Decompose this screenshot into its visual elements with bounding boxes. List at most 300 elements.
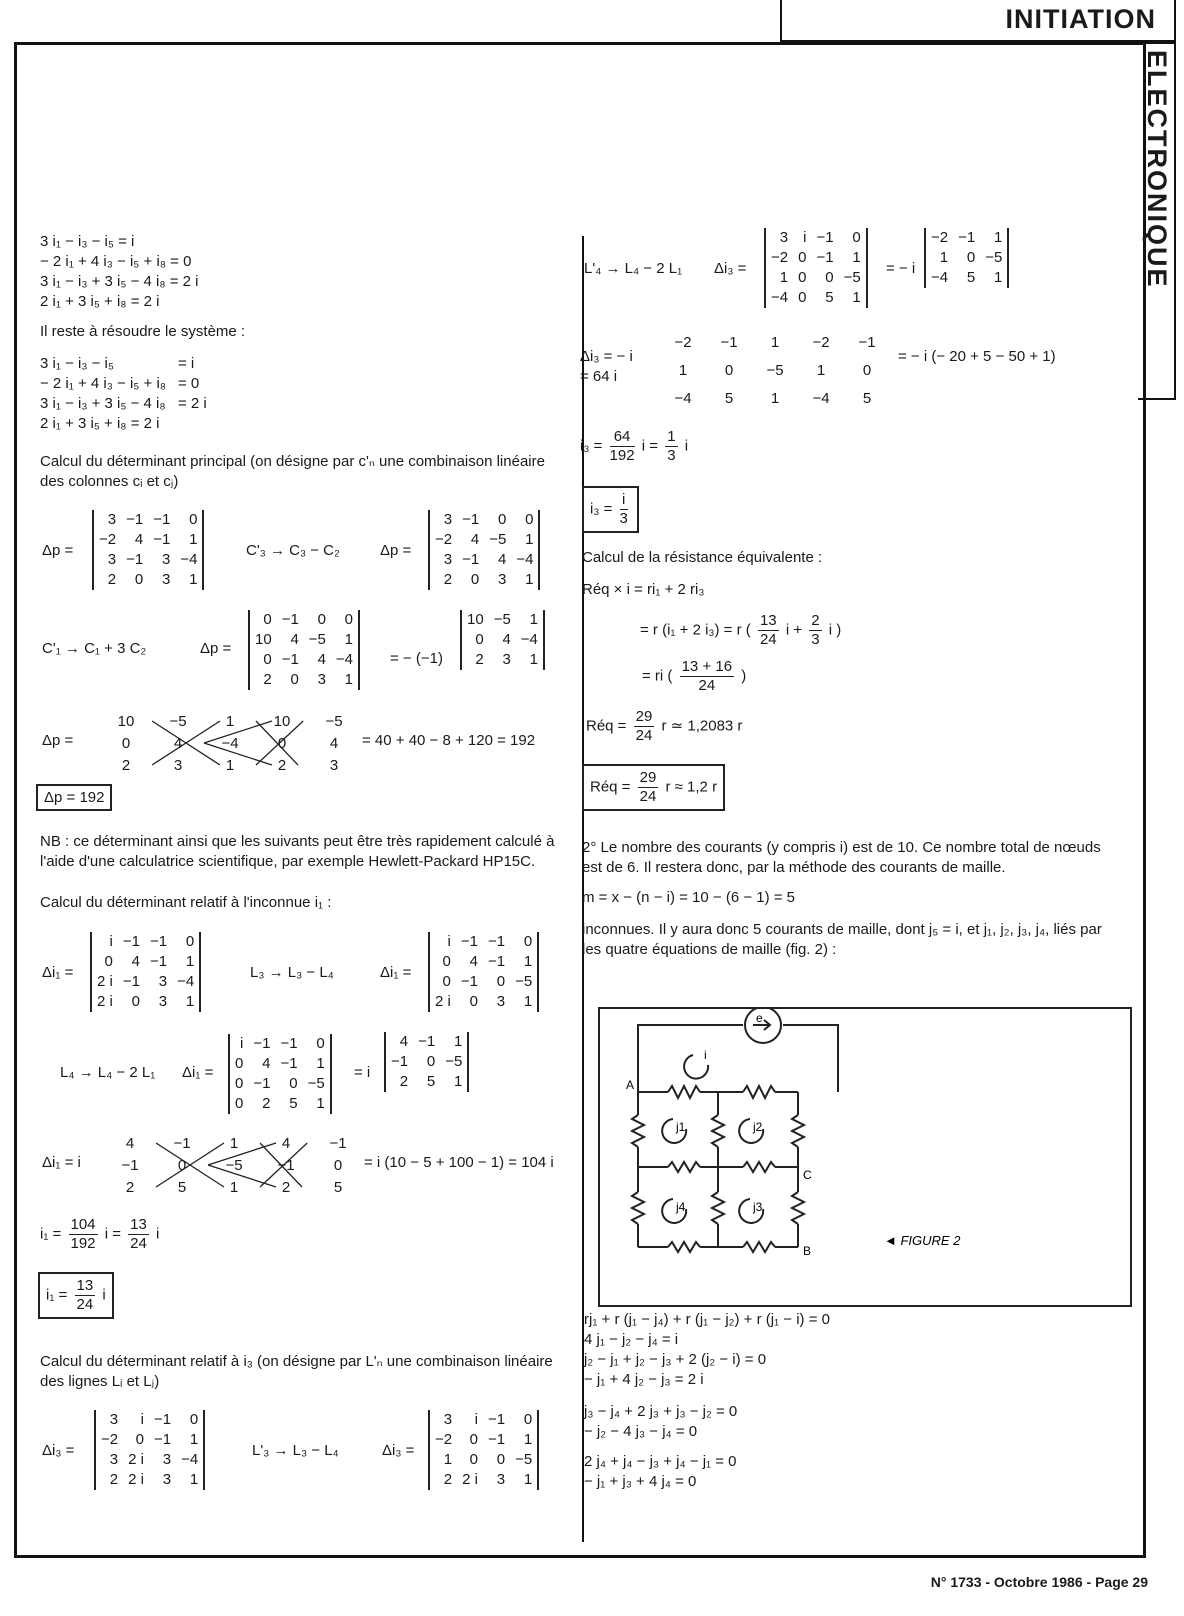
matrix-cell: −4	[771, 289, 789, 306]
matrix-cell: 0	[235, 1075, 244, 1092]
page-footer: N° 1733 - Octobre 1986 - Page 29	[930, 1574, 1148, 1590]
mesh-label-j1: j1	[676, 1120, 686, 1134]
sys1-line: − 2 i₁ + 4 i₃ − i₅ + i₈ = 0	[40, 253, 192, 270]
matrix-cell: −1	[487, 1431, 506, 1448]
matrix-cell: −1	[253, 1035, 271, 1052]
matrix-cell: −1	[126, 511, 144, 528]
matrix-cell: −1	[487, 953, 506, 970]
dp-label: Δp =	[380, 542, 412, 559]
calc-i3-text: Calcul du déterminant relatif à i₃ (on désigne par L'ₙ une combinaison linéaire	[40, 1353, 553, 1370]
req-line-3	[642, 658, 746, 695]
matrix-cell: 3	[158, 973, 168, 990]
op-label: L₃ → L₃ − L₄	[250, 964, 334, 981]
matrix-cell: 1	[189, 531, 198, 548]
matrix-cell: 0	[497, 511, 507, 528]
sarrus-value: 0	[724, 362, 734, 379]
matrix-cell: 3	[109, 1451, 119, 1468]
sys2-line: 2 i₁ + 3 i₅ + i₈ = 2 i	[40, 415, 160, 432]
matrix-table	[94, 510, 202, 590]
matrix-cell: i	[447, 933, 451, 950]
matrix-dp4	[460, 610, 545, 670]
matrix-cell: 0	[189, 511, 198, 528]
matrix-table	[386, 1032, 467, 1092]
matrix-cell: 4	[399, 1033, 409, 1050]
mesh-label-i: i	[704, 1048, 707, 1062]
sarrus-value: 5	[177, 1179, 187, 1196]
req4-fraction: $\frac{29}{24}$	[635, 708, 653, 744]
matrix-di1-d	[384, 1032, 469, 1092]
sarrus-value: 10	[117, 713, 135, 730]
op-label: C'₁ → C₁ + 3 C₂	[42, 640, 147, 657]
matrix-cell: 1	[993, 269, 1003, 286]
i1-result-box	[38, 1272, 114, 1319]
matrix-cell: i	[140, 1411, 144, 1428]
sarrus-value: 10	[273, 713, 291, 730]
matrix-table	[462, 610, 543, 670]
matrix-cell: 3	[109, 1411, 119, 1428]
mesh-label-j4: j4	[676, 1200, 686, 1214]
source-label: e	[756, 1011, 763, 1025]
matrix-cell: 1	[189, 1431, 199, 1448]
matrix-cell: 2	[399, 1073, 409, 1090]
matrix-cell: 0	[235, 1095, 244, 1112]
matrix-cell: 1	[523, 953, 533, 970]
matrix-cell: −4	[180, 551, 198, 568]
matrix-cell: −1	[153, 1411, 172, 1428]
matrix-cell: −2	[435, 531, 453, 548]
sarrus-value: 3	[173, 757, 183, 774]
matrix-cell: 0	[235, 1055, 244, 1072]
matrix-cell: −5	[515, 973, 533, 990]
matrix-cell: 4	[497, 551, 507, 568]
sarrus-value: 4	[329, 735, 339, 752]
matrix-cell: −2	[99, 531, 117, 548]
sarrus-value: −5	[169, 713, 187, 730]
calc-principal-text: des colonnes cᵢ et cⱼ)	[40, 473, 179, 490]
eq-label: = i	[354, 1064, 371, 1081]
matrix-cell: 2	[107, 571, 117, 588]
req-line-1: Réq × i = ri₁ + 2 ri₃	[582, 581, 705, 598]
section-title: INITIATION	[1005, 4, 1156, 34]
matrix-cell: 0	[344, 611, 354, 628]
matrix-cell: 1	[525, 531, 534, 548]
req-result-box	[582, 764, 725, 811]
nb-text: l'aide d'une calculatrice scientifique, par exemple Hewlett-Packard HP15C.	[40, 853, 536, 870]
matrix-cell: 1	[316, 1095, 325, 1112]
sarrus-value: 2	[125, 1179, 135, 1196]
matrix-cell: 1	[529, 651, 538, 668]
matrix-cell: 4	[469, 953, 478, 970]
sarrus-value: 0	[862, 362, 872, 379]
req2-fraction1: $\frac{13}{24}$	[759, 612, 777, 648]
matrix-cell: 0	[496, 1451, 506, 1468]
matrix-cell: −5	[308, 631, 326, 648]
req-line-2	[640, 612, 841, 649]
dp-result-box: Δp = 192	[36, 784, 112, 811]
matrix-cell: i	[109, 933, 113, 950]
matrix-cell: 0	[290, 671, 299, 688]
matrix-cell: 3	[317, 671, 326, 688]
p2-text: 2° Le nombre des courants (y compris i) est de 10. Ce nombre total de nœuds	[582, 839, 1101, 856]
i1-box-lhs: i₁ =	[46, 1286, 68, 1304]
matrix-cell: −4	[931, 269, 949, 286]
sarrus-value: 1	[225, 757, 235, 774]
sarrus-di3	[660, 328, 890, 408]
sarrus-value: 4	[281, 1135, 291, 1152]
matrix-cell: 1	[316, 1055, 325, 1072]
reste-text: Il reste à résoudre le système :	[40, 323, 246, 340]
matrix-table	[430, 932, 537, 1012]
matrix-cell: 4	[470, 531, 480, 548]
matrix-cell: 2	[443, 571, 453, 588]
sarrus-value: 2	[281, 1179, 291, 1196]
sys2-rhs: = 2 i	[178, 395, 207, 412]
matrix-cell: 4	[502, 631, 511, 648]
matrix-cell: −1	[816, 229, 834, 246]
matrix-cell: −1	[418, 1033, 436, 1050]
req5a: Réq =	[590, 778, 631, 796]
matrix-cell: 0	[475, 631, 484, 648]
mesh-eq: 4 j₁ − j₂ − j₄ = i	[584, 1331, 679, 1348]
matrix-cell: 0	[825, 269, 834, 286]
i3-lhs: i₃ =	[580, 437, 603, 455]
matrix-cell: 5	[825, 289, 834, 306]
matrix-cell: 1	[443, 1451, 453, 1468]
matrix-cell: 0	[966, 249, 976, 266]
sarrus-value: 1	[229, 1135, 239, 1152]
i1-fraction2: $\frac{13}{24}$	[130, 1216, 147, 1252]
matrix-cell: 0	[496, 973, 506, 990]
req-line-4	[586, 708, 742, 745]
matrix-cell: 0	[470, 571, 480, 588]
sarrus-value: −2	[812, 334, 830, 351]
mesh-label-j3: j3	[753, 1200, 763, 1214]
sarrus-value: −1	[121, 1157, 139, 1174]
matrix-cell: 4	[290, 631, 299, 648]
mesh-eq: − j₁ + 4 j₂ − j₃ = 2 i	[584, 1371, 704, 1388]
sarrus-value: 0	[333, 1157, 343, 1174]
i1-box-tail: i	[102, 1286, 106, 1304]
matrix-cell: 0	[523, 1411, 533, 1428]
matrix-cell: 0	[134, 571, 144, 588]
matrix-cell: −4	[520, 631, 538, 648]
matrix-cell: 2 i	[97, 993, 113, 1010]
matrix-cell: 4	[317, 651, 326, 668]
eq64: = 64 i	[580, 368, 618, 385]
matrix-di3-c	[764, 228, 868, 308]
matrix-cell: −4	[335, 651, 354, 668]
req5b: r ≈ 1,2 r	[665, 778, 718, 796]
matrix-cell: 1	[529, 611, 538, 628]
matrix-cell: −1	[280, 1055, 298, 1072]
req3a: = ri (	[642, 667, 673, 685]
matrix-cell: −1	[122, 973, 140, 990]
matrix-cell: 1	[852, 289, 861, 306]
matrix-cell: 1	[852, 249, 861, 266]
i3-expression	[580, 428, 688, 465]
matrix-cell: 0	[263, 651, 272, 668]
sarrus-svg	[104, 1132, 364, 1198]
matrix-di1-c	[228, 1034, 332, 1114]
matrix-cell: −5	[489, 531, 507, 548]
matrix-table	[96, 1410, 203, 1490]
matrix-cell: 2	[262, 1095, 271, 1112]
matrix-di1-a	[90, 932, 201, 1012]
sarrus-value: −1	[329, 1135, 347, 1152]
node-label-c: C	[803, 1168, 812, 1182]
sarrus-value: −4	[812, 390, 830, 407]
matrix-dp1	[92, 510, 204, 590]
i1-mid: i =	[104, 1225, 121, 1243]
matrix-cell: 4	[131, 953, 140, 970]
i3-mid: i =	[641, 437, 659, 455]
di1-label: Δi₁ =	[182, 1064, 214, 1081]
sarrus-value: 3	[329, 757, 339, 774]
matrix-cell: 0	[798, 269, 807, 286]
matrix-cell: −1	[149, 933, 168, 950]
req5-fraction: $\frac{29}{24}$	[639, 769, 657, 805]
matrix-cell: −5	[515, 1451, 533, 1468]
p2-text: est de 6. Il restera donc, par la méthode des courants de maille.	[582, 859, 1006, 876]
matrix-cell: −1	[462, 551, 480, 568]
sys2-line: 3 i₁ − i₃ + 3 i₅ − 4 i₈	[40, 395, 166, 412]
req2c: i )	[828, 621, 842, 639]
sarrus-value: 5	[724, 390, 734, 407]
matrix-cell: −5	[493, 611, 511, 628]
matrix-cell: 0	[135, 1431, 144, 1448]
matrix-cell: 3	[162, 1451, 172, 1468]
matrix-cell: 0	[317, 611, 326, 628]
matrix-cell: −1	[460, 973, 478, 990]
matrix-cell: 0	[131, 993, 140, 1010]
node-label-b: B	[803, 1244, 812, 1258]
matrix-cell: 2 i	[128, 1451, 144, 1468]
matrix-cell: 3	[443, 1411, 453, 1428]
nb-text: NB : ce déterminant ainsi que les suivants peut être très rapidement calculé à	[40, 833, 555, 850]
matrix-cell: 3	[502, 651, 511, 668]
matrix-table	[92, 932, 199, 1012]
matrix-cell: 2 i	[462, 1471, 478, 1488]
matrix-cell: −1	[253, 1075, 271, 1092]
matrix-cell: i	[240, 1035, 244, 1052]
matrix-cell: −2	[771, 249, 789, 266]
sarrus-result: = i (10 − 5 + 100 − 1) = 104 i	[364, 1154, 554, 1171]
matrix-cell: 2 i	[128, 1471, 144, 1488]
i3-fraction: $\frac{64}{192}$	[609, 428, 635, 464]
sarrus-value: −1	[173, 1135, 191, 1152]
matrix-cell: −1	[153, 531, 171, 548]
op-label: C'₃ → C₃ − C₂	[246, 542, 340, 559]
eq-label: = − (−1)	[390, 650, 443, 667]
sarrus-value: 0	[121, 735, 131, 752]
op-label: L'₄ → L₄ − 2 L₁	[584, 260, 683, 277]
matrix-cell: 2	[109, 1471, 119, 1488]
matrix-cell: 0	[469, 993, 478, 1010]
matrix-cell: −1	[280, 1035, 298, 1052]
sarrus-value: 1	[770, 334, 780, 351]
matrix-cell: 1	[453, 1073, 463, 1090]
sarrus-value: −4	[221, 735, 239, 752]
matrix-cell: −5	[445, 1053, 463, 1070]
matrix-cell: 0	[798, 289, 807, 306]
matrix-cell: 10	[255, 631, 272, 648]
matrix-cell: 0	[798, 249, 807, 266]
sys2-line: 3 i₁ − i₃ − i₅	[40, 355, 114, 372]
matrix-cell: 1	[189, 1471, 199, 1488]
matrix-cell: 1	[939, 249, 949, 266]
sarrus-result: = 40 + 40 − 8 + 120 = 192	[362, 732, 536, 749]
mesh-label-j2: j2	[753, 1120, 763, 1134]
req3b: )	[741, 667, 747, 685]
i3-box-lhs: i₃ =	[590, 500, 613, 518]
matrix-cell: 0	[185, 933, 195, 950]
matrix-cell: 3	[496, 993, 506, 1010]
matrix-cell: 1	[523, 1471, 533, 1488]
di1i-label: Δi₁ = i	[42, 1154, 81, 1171]
di3-label: Δi₃ =	[714, 260, 747, 277]
req2a: = r (i₁ + 2 i₃) = r (	[640, 621, 751, 639]
circuit-diagram	[598, 1007, 1132, 1307]
matrix-cell: 3	[443, 511, 453, 528]
matrix-cell: 0	[104, 953, 113, 970]
mesh-eq: rj₁ + r (j₁ − j₄) + r (j₁ − j₂) + r (j₁ − i) = 0	[584, 1311, 830, 1328]
sarrus-value: 1	[770, 390, 780, 407]
matrix-cell: 3	[161, 551, 171, 568]
sarrus-result: = − i (− 20 + 5 − 50 + 1)	[898, 348, 1056, 365]
matrix-cell: 3	[158, 993, 168, 1010]
matrix-table	[766, 228, 866, 308]
sarrus-svg	[660, 328, 890, 412]
matrix-cell: −4	[516, 551, 534, 568]
matrix-cell: 2 i	[97, 973, 113, 990]
p3-text: les quatre équations de maille (fig. 2) :	[582, 941, 837, 958]
req2-fraction2: $\frac{2}{3}$	[811, 612, 820, 648]
matrix-table	[230, 1034, 330, 1114]
matrix-table	[430, 510, 538, 590]
sarrus-value: 1	[678, 362, 688, 379]
matrix-di3-a	[94, 1410, 205, 1490]
dp-label: Δp =	[200, 640, 232, 657]
sys1-line: 2 i₁ + 3 i₅ + i₈ = 2 i	[40, 293, 160, 310]
op-label: L₄ → L₄ − 2 L₁	[60, 1064, 156, 1081]
calc-principal-text: Calcul du déterminant principal (on désigne par c'ₙ une combinaison linéaire	[40, 453, 545, 470]
matrix-cell: −4	[177, 973, 195, 990]
matrix-dp2	[428, 510, 540, 590]
matrix-cell: −1	[460, 933, 478, 950]
p3-text: inconnues. Il y aura donc 5 courants de maille, dont j₅ = i, et j₁, j₂, j₃, j₄, liés par	[582, 921, 1102, 938]
matrix-cell: 0	[852, 229, 861, 246]
matrix-cell: 1	[779, 269, 789, 286]
matrix-cell: 0	[525, 511, 534, 528]
i1-expression	[40, 1216, 159, 1253]
matrix-cell: −5	[843, 269, 861, 286]
matrix-cell: 3	[779, 229, 789, 246]
matrix-cell: 0	[263, 611, 272, 628]
sarrus-value: 4	[125, 1135, 135, 1152]
matrix-cell: 1	[185, 953, 195, 970]
matrix-cell: −1	[487, 933, 506, 950]
matrix-table	[250, 610, 358, 690]
sarrus-value: 1	[229, 1179, 239, 1196]
i1-lhs: i₁ =	[40, 1225, 62, 1243]
mesh-eq: − j₁ + j₃ + 4 j₄ = 0	[584, 1473, 697, 1490]
i3-result-box	[582, 486, 639, 533]
matrix-cell: 0	[426, 1053, 436, 1070]
eq-label: = − i	[886, 260, 916, 277]
matrix-cell: −2	[931, 229, 949, 246]
matrix-cell: 4	[262, 1055, 271, 1072]
sarrus-value: 2	[277, 757, 287, 774]
matrix-cell: 1	[189, 571, 198, 588]
i1-fraction: $\frac{104}{192}$	[70, 1216, 96, 1252]
matrix-cell: 1	[525, 571, 534, 588]
matrix-cell: −1	[149, 953, 168, 970]
matrix-cell: −1	[462, 511, 480, 528]
matrix-cell: 0	[442, 973, 451, 990]
matrix-cell: −2	[101, 1431, 119, 1448]
matrix-cell: −4	[181, 1451, 199, 1468]
matrix-cell: 3	[496, 1471, 506, 1488]
sarrus-svg	[100, 710, 360, 776]
sarrus-value: 1	[225, 713, 235, 730]
matrix-cell: 1	[523, 1431, 533, 1448]
matrix-cell: 3	[161, 571, 171, 588]
dp-label: Δp =	[42, 542, 74, 559]
matrix-table	[430, 1410, 537, 1490]
di3-label: Δi₃ =	[382, 1442, 415, 1459]
matrix-cell: 1	[185, 993, 195, 1010]
matrix-cell: i	[474, 1411, 478, 1428]
matrix-di1-b	[428, 932, 539, 1012]
matrix-cell: 0	[289, 1075, 298, 1092]
sys1-line: 3 i₁ − i₃ + 3 i₅ − 4 i₈ = 2 i	[40, 273, 199, 290]
matrix-cell: −1	[153, 1431, 172, 1448]
sarrus-dp	[100, 710, 360, 776]
sys2-rhs: = 0	[178, 375, 200, 392]
calc-i3-text: des lignes Lᵢ et Lⱼ)	[40, 1373, 160, 1390]
matrix-cell: −1	[391, 1053, 409, 1070]
sys1-line: 3 i₁ − i₃ − i₅ = i	[40, 233, 135, 250]
matrix-cell: −1	[153, 511, 171, 528]
sarrus-value: −4	[674, 390, 692, 407]
req3-fraction: $\frac{13 + 16}{24}$	[681, 658, 733, 694]
m-equation: m = x − (n − i) = 10 − (6 − 1) = 5	[582, 889, 796, 906]
calc-req-text: Calcul de la résistance équivalente :	[582, 549, 823, 566]
matrix-cell: −2	[435, 1431, 453, 1448]
sys2-rhs: = i	[178, 355, 195, 372]
matrix-cell: 0	[189, 1411, 199, 1428]
op-label: L'₃ → L₃ − L₄	[252, 1442, 339, 1459]
mesh-eq: j₂ − j₁ + j₂ − j₃ + 2 (j₂ − i) = 0	[584, 1351, 767, 1368]
matrix-cell: −1	[958, 229, 976, 246]
req2b: i +	[785, 621, 803, 639]
matrix-cell: 1	[523, 993, 533, 1010]
matrix-dp3	[248, 610, 360, 690]
sarrus-value: −5	[225, 1157, 243, 1174]
sarrus-value: −5	[766, 362, 784, 379]
di3-label: Δi₃ =	[42, 1442, 75, 1459]
i1-box-fraction: $\frac{13}{24}$	[76, 1277, 94, 1313]
sarrus-value: −1	[858, 334, 876, 351]
matrix-cell: −5	[307, 1075, 325, 1092]
matrix-cell: 3	[162, 1471, 172, 1488]
sarrus-value: 5	[333, 1179, 343, 1196]
di1-label: Δi₁ =	[380, 964, 412, 981]
matrix-cell: 3	[107, 551, 117, 568]
i3-box-fraction: $\frac{i}{3}$	[619, 491, 628, 527]
matrix-di3-d	[924, 228, 1009, 288]
matrix-cell: −1	[281, 651, 299, 668]
